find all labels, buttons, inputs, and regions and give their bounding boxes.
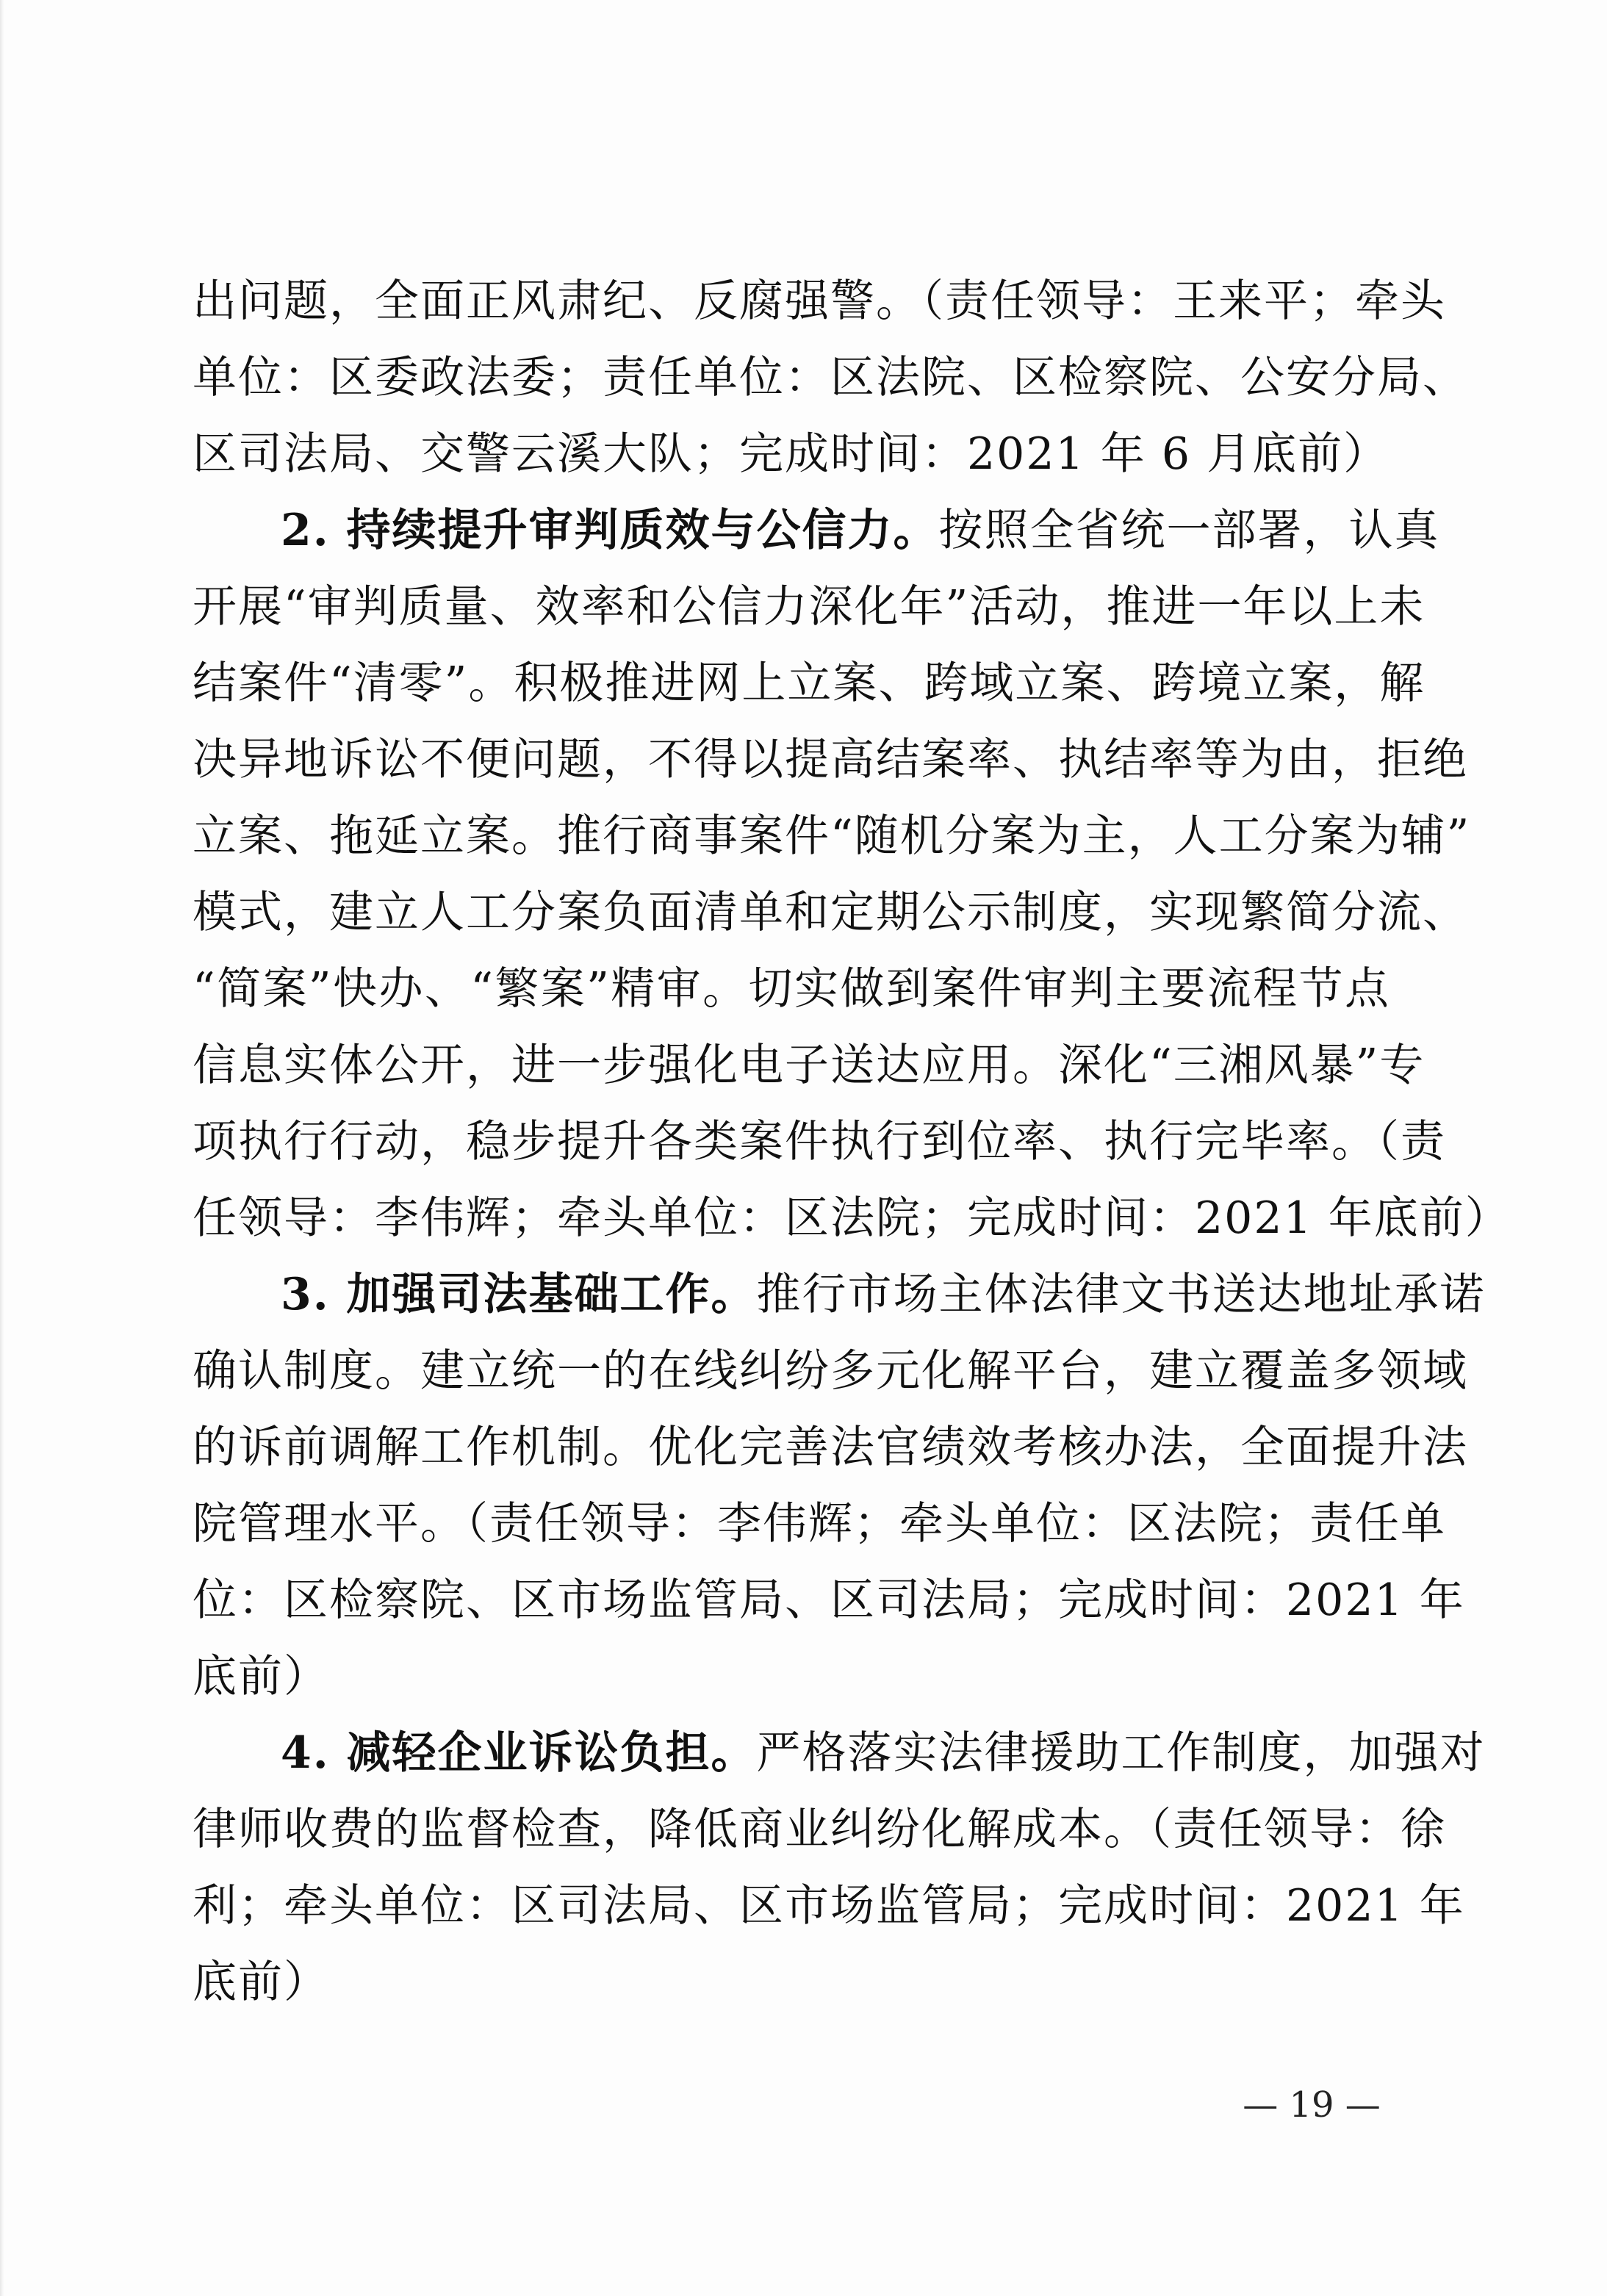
text-line: 位：区检察院、区市场监管局、区司法局；完成时间：2021 年 — [193, 1575, 1465, 1626]
text-line: 任领导：李伟辉；牵头单位：区法院；完成时间：2021 年底前） — [193, 1192, 1511, 1244]
section-heading: 3. 加强司法基础工作。 — [281, 1269, 757, 1320]
text-line: 开展“审判质量、效率和公信力深化年”活动，推进一年以上未 — [193, 581, 1426, 633]
text-run: 推行市场主体法律文书送达地址承诺 — [756, 1269, 1486, 1320]
text-line: 利；牵头单位：区司法局、区市场监管局；完成时间：2021 年 — [193, 1880, 1465, 1932]
text-line: 底前） — [193, 1957, 329, 2008]
text-run: 按照全省统一部署，认真 — [938, 505, 1440, 556]
text-line: 结案件“清零”。积极推进网上立案、跨域立案、跨境立案，解 — [193, 658, 1426, 709]
paragraph-first-line — [193, 492, 1440, 569]
text-line: 律师收费的监督检查，降低商业纠纷化解成本。（责任领导：徐 — [193, 1804, 1446, 1855]
text-run: 严格落实法律援助工作制度，加强对 — [756, 1727, 1486, 1779]
text-line: 确认制度。建立统一的在线纠纷多元化解平台，建立覆盖多领域 — [193, 1345, 1468, 1397]
text-line: 院管理水平。（责任领导：李伟辉；牵头单位：区法院；责任单 — [193, 1498, 1446, 1550]
text-line: 模式，建立人工分案负面清单和定期公示制度，实现繁简分流、 — [193, 887, 1468, 938]
scan-edge — [0, 0, 4, 2296]
page-number: — 19 — — [1243, 2084, 1381, 2126]
document-body — [193, 263, 1511, 2020]
text-line: 项执行行动，稳步提升各类案件执行到位率、执行完毕率。（责 — [193, 1116, 1446, 1167]
text-line: 信息实体公开，进一步强化电子送达应用。深化“三湘风暴”专 — [193, 1040, 1426, 1091]
text-line: 区司法局、交警云溪大队；完成时间：2021 年 6 月底前） — [193, 428, 1390, 480]
paragraph-first-line — [193, 1715, 1486, 1791]
text-line: 立案、拖延立案。推行商事案件“随机分案为主，人工分案为辅” — [193, 810, 1471, 862]
paragraph-first-line — [193, 1256, 1486, 1333]
section-heading: 4. 减轻企业诉讼负担。 — [281, 1727, 757, 1779]
text-line: 决异地诉讼不便问题，不得以提高结案率、执结率等为由，拒绝 — [193, 734, 1468, 785]
text-line: 单位：区委政法委；责任单位：区法院、区检察院、公安分局、 — [193, 352, 1468, 403]
text-line: “简案”快办、“繁案”精审。切实做到案件审判主要流程节点 — [193, 963, 1390, 1015]
text-line: 的诉前调解工作机制。优化完善法官绩效考核办法，全面提升法 — [193, 1422, 1468, 1473]
section-heading: 2. 持续提升审判质效与公信力。 — [281, 505, 939, 556]
text-line: 底前） — [193, 1651, 329, 1702]
text-line: 出问题，全面正风肃纪、反腐强警。（责任领导：王来平；牵头 — [193, 276, 1446, 327]
